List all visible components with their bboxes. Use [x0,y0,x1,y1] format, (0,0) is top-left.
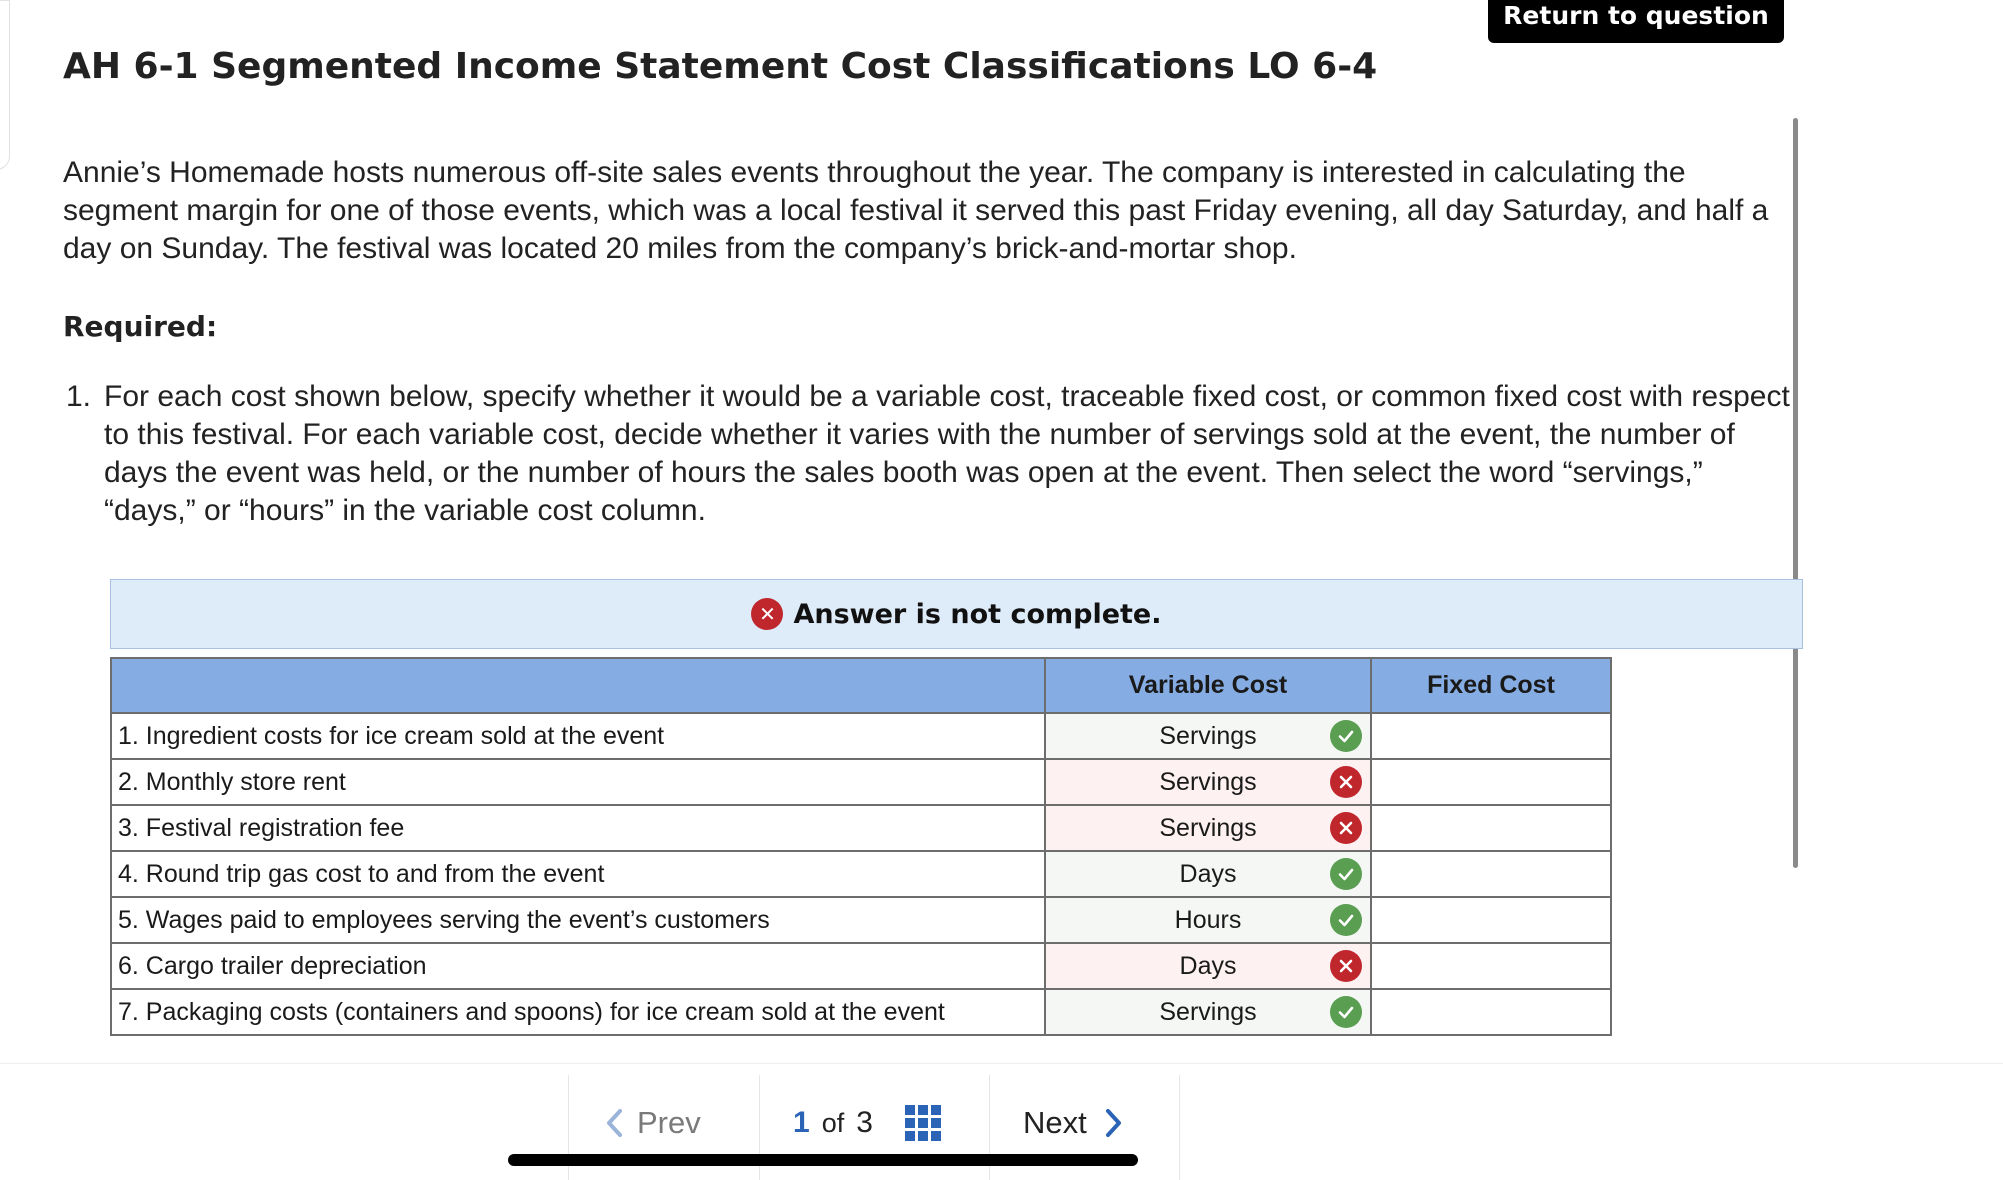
table-row [111,759,1611,805]
table-row [111,713,1611,759]
home-indicator-bar [508,1154,1138,1166]
of-label: of [821,1107,845,1138]
header-variable-cost: Variable Cost [1045,658,1371,713]
cost-item-label: 3. Festival registration fee [111,805,1045,851]
check-circle-icon [1330,858,1362,890]
instruction-number: 1. [66,380,92,413]
x-circle-icon: ✕ [751,598,783,630]
prev-label: Prev [637,1105,701,1140]
intro-paragraph: Annie’s Homemade hosts numerous off-site sales events throughout the year. The company is interested in calculating the segment margin for one of those events, which was a local festival it served this past Friday evening, all day Saturday, and half a day on Sunday. The festival was located 20 miles from the company’s brick-and-mortar shop. [63,156,1769,265]
x-circle-icon [1330,950,1362,982]
variable-cost-value[interactable]: Servings [1159,767,1257,796]
left-panel-edge [0,0,10,170]
cost-item-label: 6. Cargo trailer depreciation [111,943,1045,989]
fixed-cost-cell[interactable] [1371,759,1611,805]
cost-item-label: 5. Wages paid to employees serving the event’s customers [111,897,1045,943]
x-circle-icon [1330,812,1362,844]
table-row [111,851,1611,897]
instruction-text: For each cost shown below, specify whether it would be a variable cost, traceable fixed cost, or common fixed cost with respect to this festival. For each variable cost, decide whether it varies with the number of servings sold at the event, the number of days the event was held, or the number of hours the sales booth was open at the event. Then select the word “servings,” “days,” or “hours” in the variable cost column. [104,380,1790,527]
prev-button[interactable] [605,1105,701,1141]
variable-cost-cell[interactable] [1045,897,1371,943]
chevron-right-icon [1105,1108,1123,1138]
cost-item-label: 4. Round trip gas cost to and from the event [111,851,1045,897]
table-row [111,805,1611,851]
grid-icon[interactable] [905,1105,941,1141]
variable-cost-value[interactable]: Hours [1174,905,1242,934]
instruction-item [66,378,1796,530]
current-page: 1 [793,1106,810,1139]
fixed-cost-cell[interactable] [1371,805,1611,851]
table-header-row [111,658,1611,713]
chevron-left-icon [605,1108,623,1138]
check-circle-icon [1330,904,1362,936]
fixed-cost-cell[interactable] [1371,851,1611,897]
variable-cost-value[interactable]: Servings [1159,813,1257,842]
check-circle-icon [1330,720,1362,752]
next-button[interactable] [1023,1105,1123,1141]
variable-cost-value[interactable]: Days [1179,859,1237,888]
x-circle-icon [1330,766,1362,798]
header-cost-item [111,658,1045,713]
fixed-cost-cell[interactable] [1371,989,1611,1035]
footer-divider [0,1063,2003,1064]
fixed-cost-cell[interactable] [1371,943,1611,989]
next-label: Next [1023,1105,1087,1140]
page-title: AH 6-1 Segmented Income Statement Cost Classifications LO 6-4 [63,46,1378,87]
return-to-question-button[interactable]: Return to question [1488,0,1784,43]
fixed-cost-cell[interactable] [1371,897,1611,943]
variable-cost-cell[interactable] [1045,943,1371,989]
cost-item-label: 1. Ingredient costs for ice cream sold at the event [111,713,1045,759]
cost-item-label: 2. Monthly store rent [111,759,1045,805]
cost-item-label: 7. Packaging costs (containers and spoons) for ice cream sold at the event [111,989,1045,1035]
answer-status-banner [110,579,1803,649]
variable-cost-value[interactable]: Servings [1159,721,1257,750]
check-circle-icon [1330,996,1362,1028]
variable-cost-value[interactable]: Days [1179,951,1237,980]
page-indicator [793,1105,941,1141]
table-row [111,989,1611,1035]
variable-cost-cell[interactable] [1045,851,1371,897]
answer-status-text: Answer is not complete. [793,598,1162,630]
table-row [111,897,1611,943]
variable-cost-cell[interactable] [1045,713,1371,759]
total-pages: 3 [856,1106,873,1139]
variable-cost-value[interactable]: Servings [1159,997,1257,1026]
table-row [111,943,1611,989]
cost-classification-table [110,657,1612,1036]
variable-cost-cell[interactable] [1045,989,1371,1035]
variable-cost-cell[interactable] [1045,805,1371,851]
variable-cost-cell[interactable] [1045,759,1371,805]
header-fixed-cost: Fixed Cost [1371,658,1611,713]
required-heading: Required: [63,310,218,343]
fixed-cost-cell[interactable] [1371,713,1611,759]
